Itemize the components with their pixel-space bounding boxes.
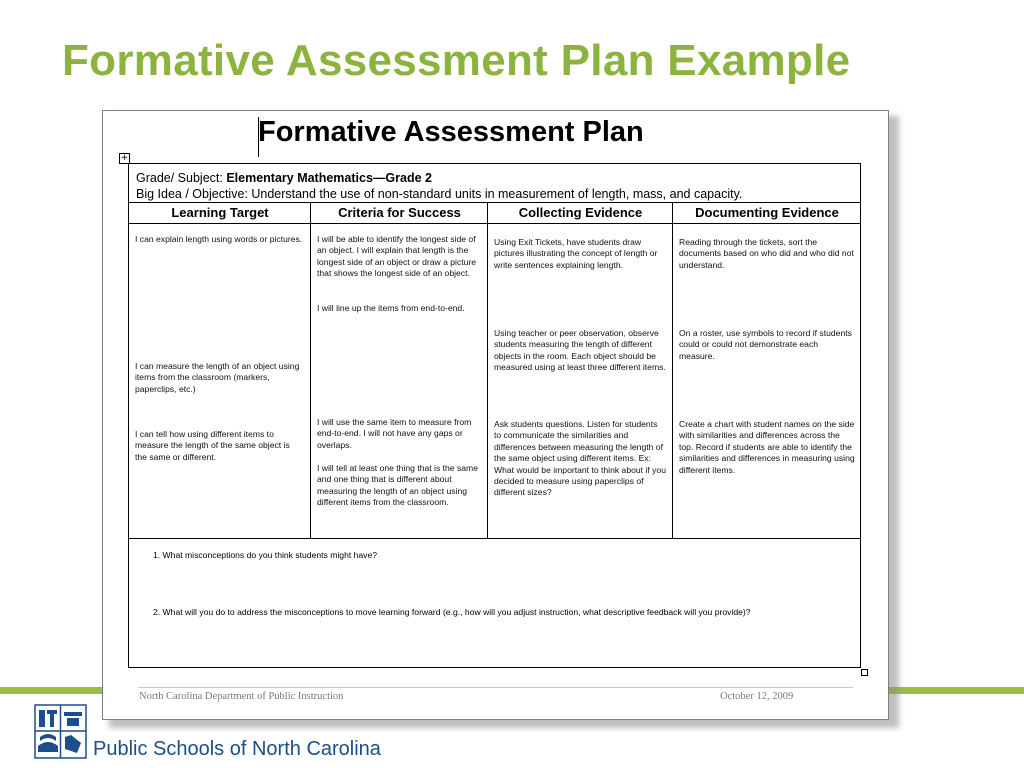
documenting-2: On a roster, use symbols to record if students could or could not demonstrate each measure. xyxy=(679,328,852,361)
footer-divider xyxy=(138,687,853,688)
learning-target-1: I can explain length using words or pictures. xyxy=(135,234,303,244)
question-1: 1. What misconceptions do you think students might have? xyxy=(153,550,378,560)
documenting-1: Reading through the tickets, sort the documents based on who did and who did not understand. xyxy=(679,237,854,270)
document-title: Formative Assessment Plan xyxy=(258,116,644,148)
org-name: Public Schools of North Carolina xyxy=(93,738,381,760)
column-header-collecting: Collecting Evidence xyxy=(488,203,673,224)
documenting-3: Create a chart with student names on the side with similarities and differences across the top. Record if students are able to identify the similarities and differences in measuring using different items. xyxy=(679,419,855,475)
column-header-documenting: Documenting Evidence xyxy=(673,203,861,224)
reflection-questions xyxy=(129,538,860,669)
column-header-criteria: Criteria for Success xyxy=(311,203,488,224)
column-header-learning-target: Learning Target xyxy=(129,203,311,224)
big-idea-line: Big Idea / Objective: Understand the use of non-standard units in measurement of length, mass, and capacity. xyxy=(136,187,743,201)
grade-subject-label: Grade/ Subject: xyxy=(136,171,227,185)
criteria-cell xyxy=(311,224,487,538)
collecting-evidence-cell xyxy=(488,224,672,538)
assessment-plan-table xyxy=(128,163,861,668)
nc-public-schools-logo-icon xyxy=(34,704,87,759)
learning-target-cell xyxy=(129,224,310,538)
slide-title: Formative Assessment Plan Example xyxy=(62,36,851,85)
learning-target-2: I can measure the length of an object using items from the classroom (markers, paperclips, etc.) xyxy=(135,361,300,394)
criteria-4: I will tell at least one thing that is the same and one thing that is different about measuring the length of an object using different items from the classroom. xyxy=(317,463,478,508)
grade-subject-value: Elementary Mathematics—Grade 2 xyxy=(226,171,432,185)
criteria-1: I will be able to identify the longest side of an object. I will explain that length is the longest side of an object or draw a picture that shows the longest side of an object. xyxy=(317,234,477,279)
footer-department: North Carolina Department of Public Instruction xyxy=(139,691,344,702)
table-resize-handle[interactable] xyxy=(861,669,868,676)
collecting-2: Using teacher or peer observation, observe students measuring the length of different objects in the room. Each object should be measured using at least three different items. xyxy=(494,328,666,373)
criteria-3: I will use the same item to measure from end-to-end. I will not have any gaps or overlaps. xyxy=(317,417,472,450)
collecting-1: Using Exit Tickets, have students draw pictures illustrating the concept of length or write sentences explaining length. xyxy=(494,237,658,270)
question-2: 2. What will you do to address the misconceptions to move learning forward (e.g., how will you adjust instruction, what descriptive feedback will you provide)? xyxy=(153,607,751,617)
learning-target-3: I can tell how using different items to measure the length of the same object is the same or different. xyxy=(135,429,290,462)
documenting-evidence-cell xyxy=(673,224,861,538)
table-info-row xyxy=(129,164,860,203)
document-page xyxy=(102,110,889,720)
footer-date: October 12, 2009 xyxy=(720,691,794,702)
table-move-handle-icon[interactable]: + xyxy=(120,153,129,163)
grade-subject-line xyxy=(136,170,860,186)
criteria-2: I will line up the items from end-to-end. xyxy=(317,303,465,313)
collecting-3: Ask students questions. Listen for students to communicate the similarities and differences between measuring the length of the same object using different items. Ex: What would be important to think about if you decided to measure using paperclips of different sizes? xyxy=(494,419,666,498)
